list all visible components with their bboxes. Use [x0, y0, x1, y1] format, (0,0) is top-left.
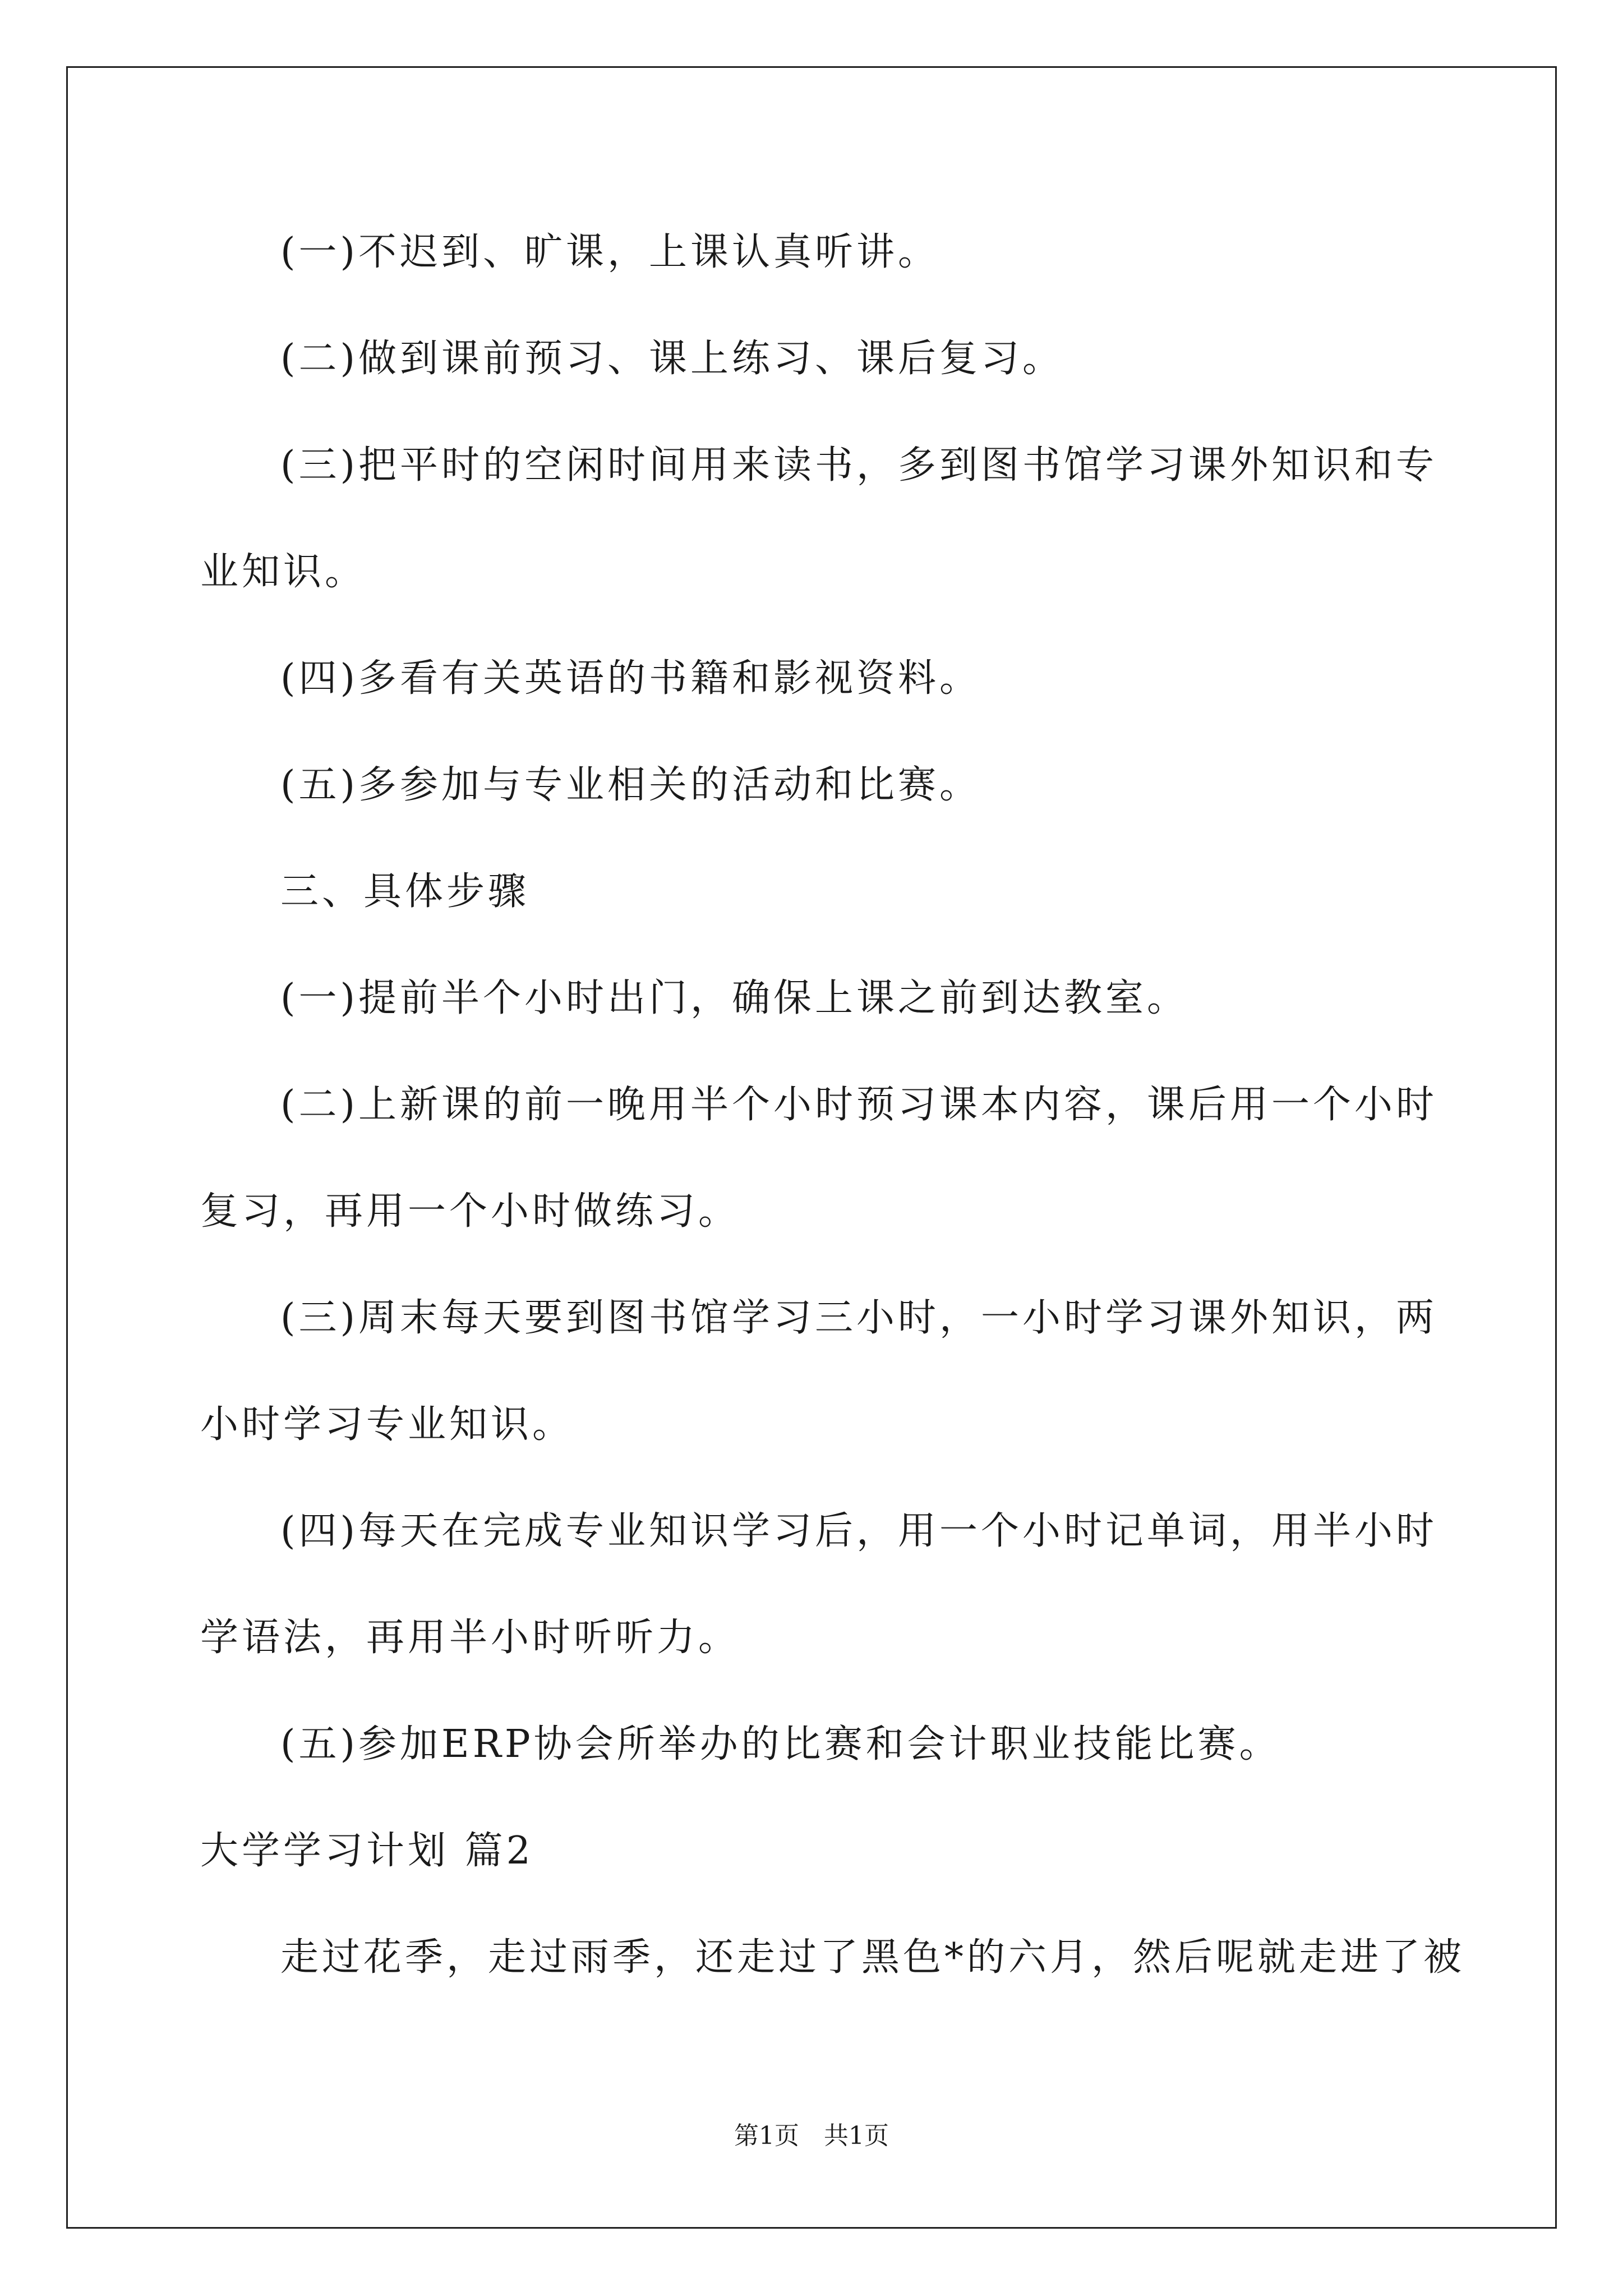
text-line: 学语法，再用半小时听听力。 — [200, 1616, 740, 1660]
page-border — [66, 66, 1557, 2229]
text-line: 业知识。 — [200, 550, 367, 594]
page-footer: 第1页 共1页 — [734, 2122, 889, 2150]
text-line: (五)参加ERP协会所举办的比赛和会计职业技能比赛。 — [280, 1722, 1281, 1766]
text-line: (四)每天在完成专业知识学习后，用一个小时记单词，用半小时 — [280, 1509, 1438, 1553]
text-line: 复习，再用一个小时做练习。 — [200, 1189, 740, 1234]
text-line: (一)不迟到、旷课，上课认真听讲。 — [280, 230, 940, 274]
text-line: (四)多看有关英语的书籍和影视资料。 — [280, 656, 981, 701]
text-line: (三)把平时的空闲时间用来读书，多到图书馆学习课外知识和专 — [280, 443, 1438, 487]
text-line: (二)上新课的前一晚用半个小时预习课本内容，课后用一个小时 — [280, 1083, 1438, 1127]
section-heading: 三、具体步骤 — [280, 869, 530, 914]
text-line: (一)提前半个小时出门，确保上课之前到达教室。 — [280, 976, 1189, 1020]
text-line: (五)多参加与专业相关的活动和比赛。 — [280, 763, 981, 807]
text-line: 走过花季，走过雨季，还走过了黑色*的六月，然后呢就走进了被 — [280, 1935, 1465, 1980]
text-line: (二)做到课前预习、课上练习、课后复习。 — [280, 337, 1064, 381]
article-title: 大学学习计划 篇2 — [200, 1829, 534, 1873]
text-line: 小时学习专业知识。 — [200, 1402, 574, 1447]
text-line: (三)周末每天要到图书馆学习三小时，一小时学习课外知识，两 — [280, 1296, 1438, 1340]
